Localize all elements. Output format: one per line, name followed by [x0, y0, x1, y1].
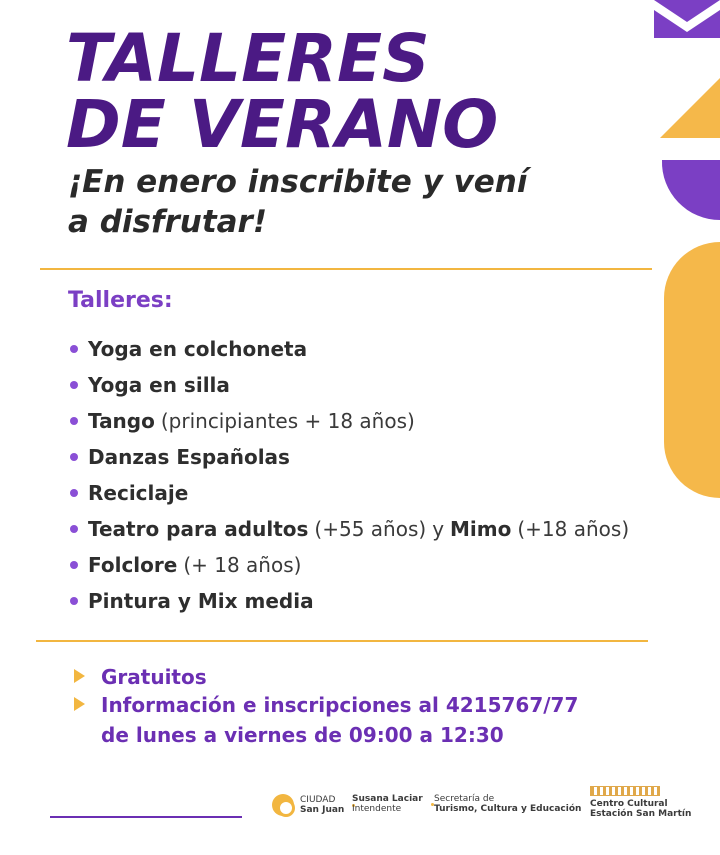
footer-line [50, 816, 242, 818]
arrow-icon [74, 669, 85, 683]
workshop-note: (+ 18 años) [183, 553, 302, 577]
workshop-name: Reciclaje [88, 481, 189, 505]
bullet-icon [70, 525, 78, 533]
bullet-icon [70, 345, 78, 353]
bullet-icon [70, 489, 78, 497]
secretaria-logo [434, 794, 581, 814]
subtitle-line-2: a disfrutar! [68, 204, 267, 240]
contact-line-2: de lunes a viernes de 09:00 a 12:30 [101, 723, 504, 747]
logo3-line-1: Secretaría de [434, 794, 495, 804]
workshop-note-2: (+18 años) [517, 517, 630, 541]
sun-icon [272, 794, 294, 816]
arrow-icon [74, 697, 85, 711]
workshop-name: Danzas Españolas [88, 445, 290, 469]
workshop-name: Tango [88, 409, 155, 433]
centro-cultural-logo [590, 786, 691, 819]
list-item [70, 439, 680, 475]
list-item [70, 547, 680, 583]
orange-triangle-shape [660, 78, 720, 138]
workshop-note: (principiantes + 18 años) [160, 409, 415, 433]
list-item [70, 511, 680, 547]
workshop-name: Yoga en silla [88, 373, 230, 397]
list-item [70, 331, 680, 367]
contact-line-1: Información e inscripciones al 4215767/77 [101, 693, 579, 717]
logo3-line-2: Turismo, Cultura y Educación [434, 804, 582, 814]
bullet-icon [70, 417, 78, 425]
workshop-name-2: Mimo [450, 517, 512, 541]
purple-corner-shape [654, 0, 720, 38]
list-item [70, 583, 680, 619]
bullet-icon [70, 561, 78, 569]
workshop-join: y [432, 517, 445, 541]
workshop-name: Pintura y Mix media [88, 589, 314, 613]
intendente-logo [352, 794, 442, 814]
bullet-icon [70, 381, 78, 389]
top-divider [40, 268, 652, 270]
subtitle [68, 162, 588, 242]
subtitle-line-1: ¡En enero inscribite y vení [68, 164, 528, 200]
bottom-divider [36, 640, 648, 642]
workshop-note: (+55 años) [314, 517, 427, 541]
workshops-heading: Talleres: [68, 288, 173, 313]
workshop-name: Folclore [88, 553, 178, 577]
logo4-line-1: Centro Cultural [590, 799, 668, 809]
workshop-name: Teatro para adultos [88, 517, 309, 541]
logo2-line-1: Susana Laciar [352, 794, 423, 804]
free-text: Gratuitos [101, 665, 207, 689]
bullet-icon [70, 453, 78, 461]
info-contact [74, 690, 578, 750]
workshop-list [70, 331, 680, 619]
info-free [74, 662, 207, 692]
list-item [70, 367, 680, 403]
logo1-line-2: San Juan [300, 805, 345, 815]
list-item [70, 475, 680, 511]
logo2-line-2: Intendente [352, 804, 402, 814]
page-title [66, 20, 646, 163]
title-line-2: DE VERANO [66, 86, 499, 163]
purple-quarter-circle-shape [662, 160, 720, 220]
workshop-name: Yoga en colchoneta [88, 337, 308, 361]
title-line-1: TALLERES [66, 20, 430, 97]
ciudad-san-juan-logo [272, 794, 363, 816]
logo4-line-2: Estación San Martín [590, 809, 692, 819]
logo1-line-1: CIUDAD [300, 795, 336, 805]
station-building-icon [590, 786, 660, 796]
list-item [70, 403, 680, 439]
bullet-icon [70, 597, 78, 605]
